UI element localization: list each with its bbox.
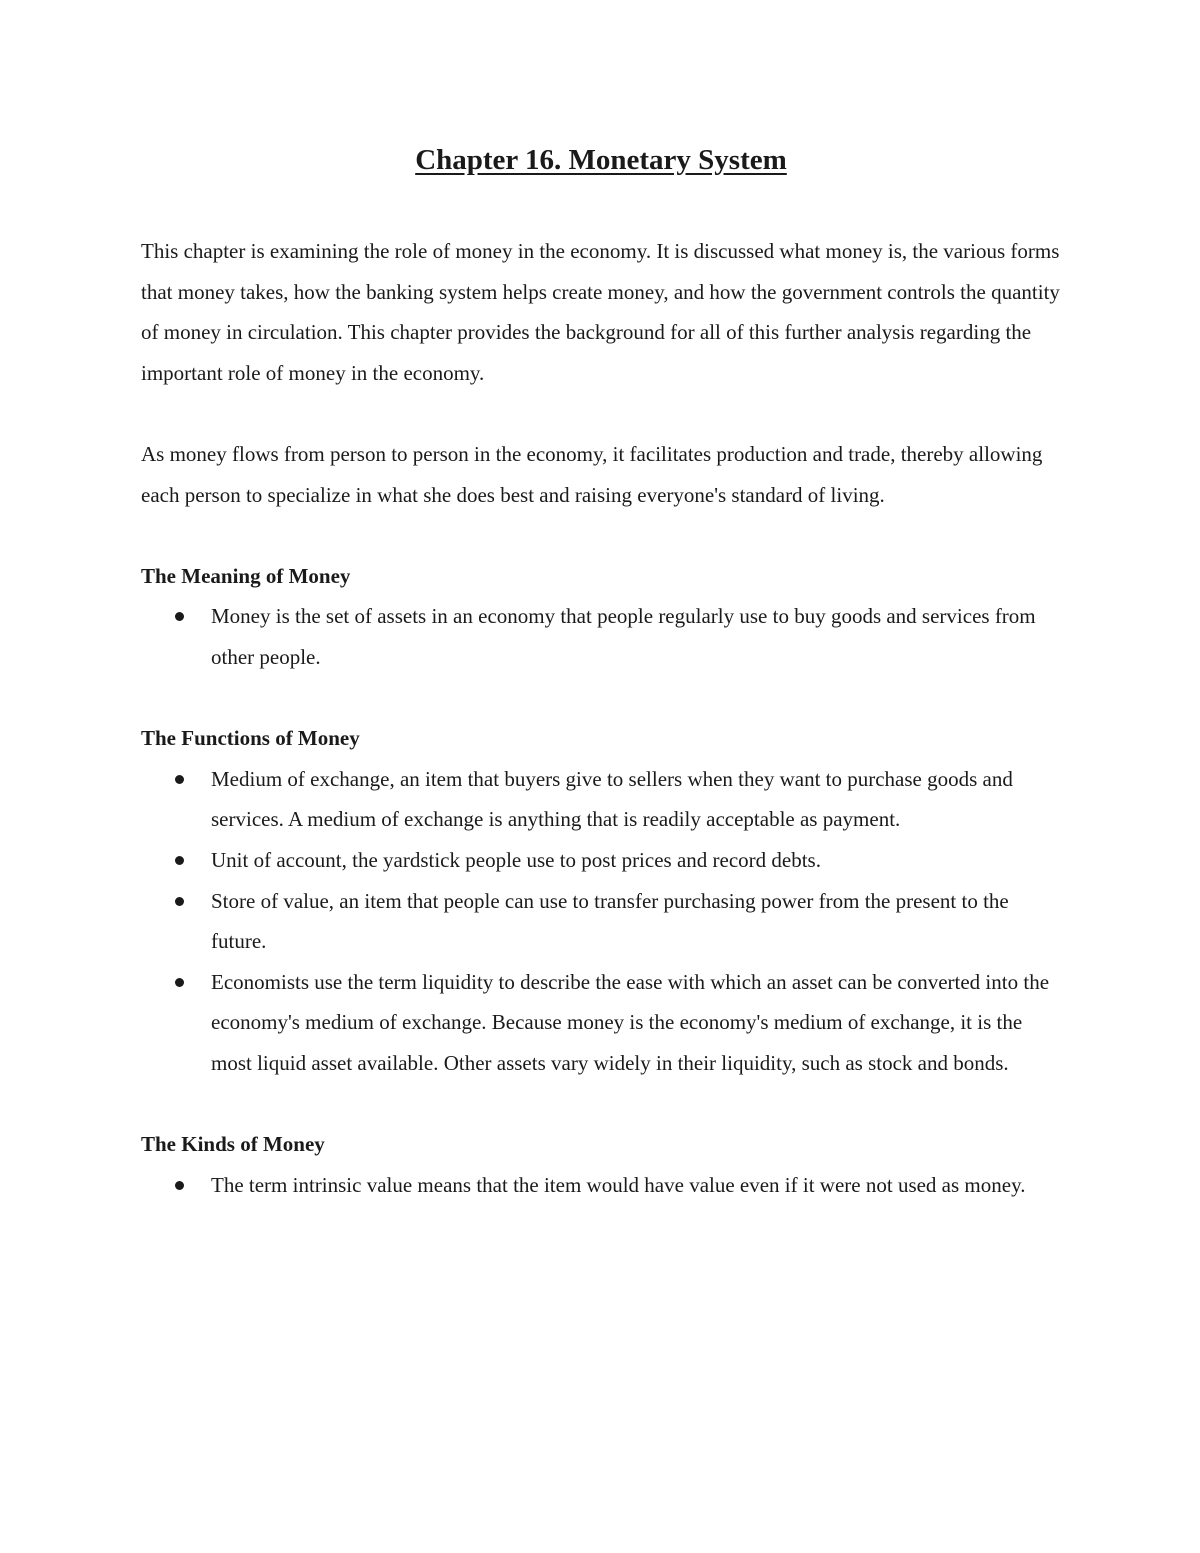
paragraph-spacer <box>141 515 1061 556</box>
document-body <box>141 231 1061 1205</box>
intro-paragraph-1: This chapter is examining the role of money in the economy. It is discussed what money is, the various forms that money takes, how the banking system helps create money, and how the government controls the quantity of money in circulation. This chapter provides the background for all of this further analysis regarding the important role of money in the economy. <box>141 239 1060 385</box>
bullet-icon <box>175 775 184 784</box>
list-item <box>141 962 1061 1084</box>
list-item <box>141 759 1061 840</box>
list-item-text: Economists use the term liquidity to describe the ease with which an asset can be converted into the economy's medium of exchange. Because money is the economy's medium of exchange, it is the most liquid asset available. Other assets vary widely in their liquidity, such as stock and bonds. <box>211 969 1050 1075</box>
bullet-icon <box>175 897 184 906</box>
list-item-text: Money is the set of assets in an economy that people regularly use to buy goods and services from other people. <box>211 604 1036 669</box>
list-item <box>141 1165 1061 1206</box>
list-item <box>141 840 1061 881</box>
page-title: Chapter 16. Monetary System <box>415 144 787 176</box>
bullet-icon <box>175 612 184 621</box>
bullet-icon <box>175 856 184 865</box>
bullet-icon <box>175 978 184 987</box>
bullet-icon <box>175 1181 184 1190</box>
paragraph-spacer <box>141 678 1061 719</box>
list-item-text: The term intrinsic value means that the item would have value even if it were not used as money. <box>211 1172 1026 1197</box>
list-item <box>141 881 1061 962</box>
bullet-list-kinds <box>141 1165 1061 1206</box>
bullet-list-functions <box>141 759 1061 1084</box>
paragraph-spacer <box>141 1083 1061 1124</box>
list-item-text: Unit of account, the yardstick people use to post prices and record debts. <box>211 847 821 872</box>
list-item-text: Medium of exchange, an item that buyers give to sellers when they want to purchase goods and services. A medium of exchange is anything that is readily acceptable as payment. <box>211 766 1013 832</box>
intro-paragraph-2: As money flows from person to person in the economy, it facilitates production and trade, thereby allowing each person to specialize in what she does best and raising everyone's standard of living. <box>141 441 1043 507</box>
section-heading-functions: The Functions of Money <box>141 726 360 751</box>
bullet-list-meaning <box>141 596 1061 677</box>
list-item <box>141 596 1061 677</box>
section-heading-meaning: The Meaning of Money <box>141 563 351 588</box>
paragraph-spacer <box>141 393 1061 434</box>
section-heading-kinds: The Kinds of Money <box>141 1132 325 1157</box>
list-item-text: Store of value, an item that people can use to transfer purchasing power from the present to the future. <box>211 888 1009 954</box>
